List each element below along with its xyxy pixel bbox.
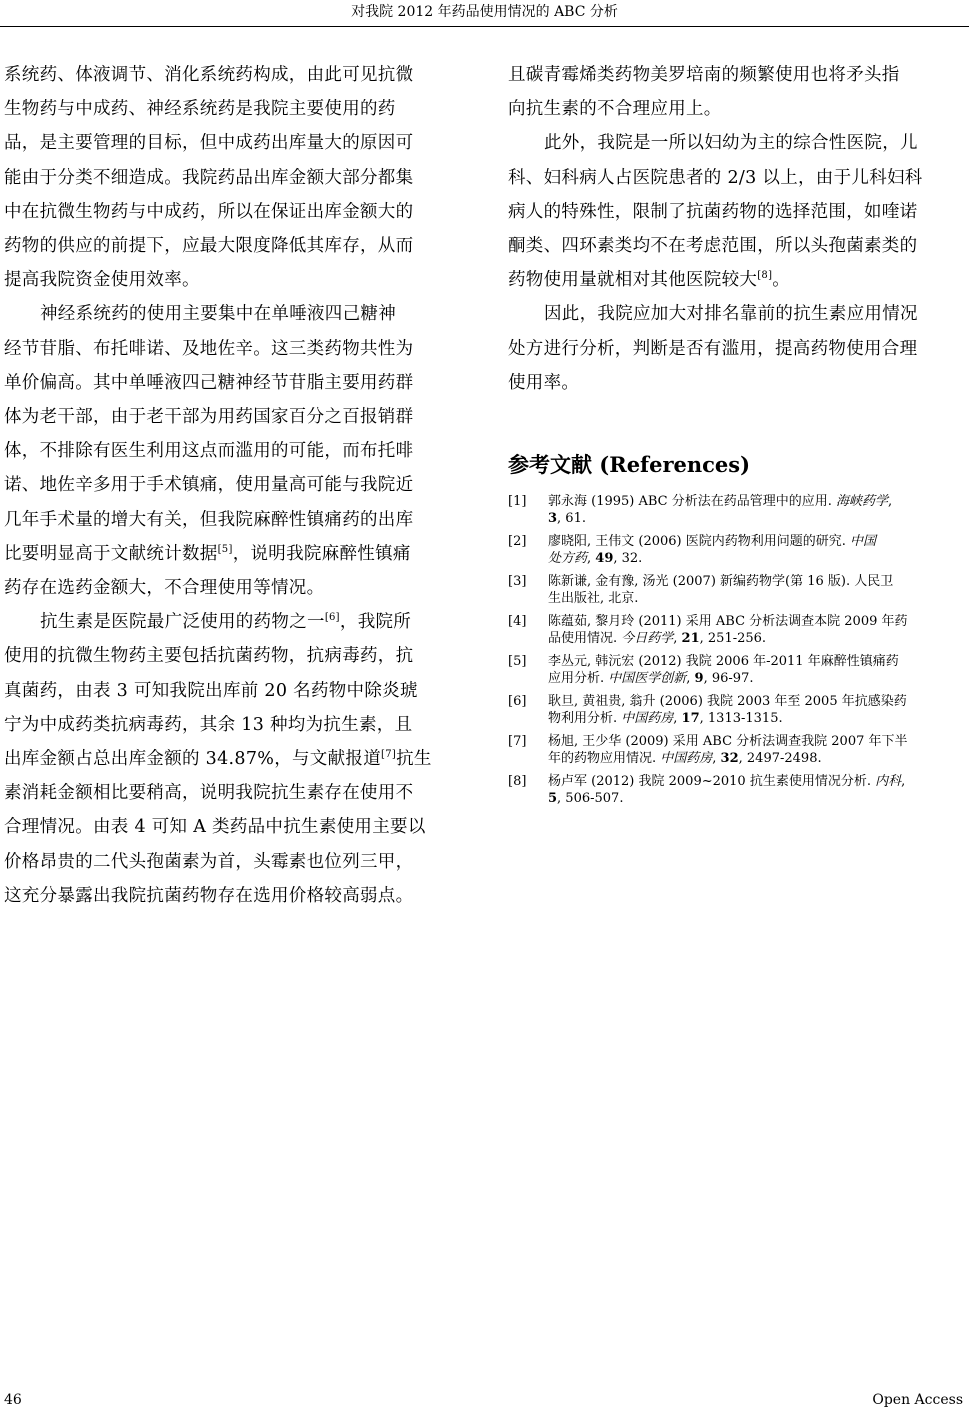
- text-line: [4, 366, 461, 400]
- reference-number: [5]: [508, 654, 527, 670]
- text-run: 使用率。: [508, 372, 580, 393]
- text-run: 且碳青霉烯类药物美罗培南的频繁使用也将矛头指: [508, 65, 900, 85]
- text-line: [4, 468, 461, 502]
- reference-line: [548, 511, 965, 528]
- text-run: 比要明显高于文献统计数据: [4, 543, 218, 564]
- reference-number: [6]: [508, 694, 527, 710]
- text-run: 药物使用量就相对其他医院较大: [508, 270, 758, 291]
- text-line: [4, 92, 461, 126]
- volume-number: 49: [595, 550, 614, 566]
- text-line: [4, 674, 461, 708]
- text-line: [508, 297, 965, 331]
- text-run: 能由于分类不细造成。我院药品出库金额大部分都集: [4, 167, 414, 188]
- text-line: [508, 332, 965, 366]
- paragraph: [4, 605, 461, 913]
- left-column: [4, 58, 461, 913]
- reference-run: ,: [712, 750, 721, 766]
- reference-line: [548, 774, 965, 791]
- running-header: [0, 0, 969, 27]
- reference-run: ,: [686, 670, 695, 686]
- citation-mark: [8]: [757, 270, 773, 282]
- reference-line: [548, 654, 965, 671]
- text-line: [508, 229, 965, 263]
- text-line: [4, 263, 461, 297]
- text-run: 病人的特殊性，限制了抗菌药物的选择范围，如喹诺: [508, 201, 918, 222]
- text-run: 抗生素是医院最广泛使用的药物之一: [40, 612, 325, 633]
- reference-number: [7]: [508, 734, 527, 750]
- text-run: 真菌药，由表 3 可知我院出库前 20 名药物中除炎琥: [4, 680, 418, 701]
- reference-line: [548, 751, 965, 768]
- text-line: [4, 776, 461, 810]
- text-run: 品，是主要管理的目标，但中成药出库量大的原因可: [4, 133, 414, 154]
- reference-run: 廖晓阳, 王伟文 (2006) 医院内药物利用问题的研究.: [548, 534, 851, 550]
- reference-run: 杨卢军 (2012) 我院 2009~2010 抗生素使用情况分析.: [548, 774, 876, 790]
- text-line: [4, 639, 461, 673]
- text-run: 抗生: [396, 749, 432, 770]
- text-line: [4, 879, 461, 913]
- reference-number: [4]: [508, 614, 527, 630]
- reference-run: 年的药物应用情况.: [548, 750, 661, 766]
- text-run: 向抗生素的不合理应用上。: [508, 99, 722, 120]
- reference-line: [548, 734, 965, 751]
- journal-title: 中国: [850, 534, 877, 550]
- text-run: 。: [772, 270, 791, 291]
- paragraph: [4, 297, 461, 605]
- reference-text: [548, 654, 965, 687]
- text-run: 几年手术量的增大有关，但我院麻醉性镇痛药的出库: [4, 509, 414, 530]
- reference-run: ,: [901, 774, 906, 790]
- text-run: 出库金额占总出库金额的 34.87%，与文献报道: [4, 749, 381, 770]
- reference-run: 品使用情况.: [548, 630, 622, 646]
- text-line: [508, 366, 965, 400]
- text-run: 此外，我院是一所以妇幼为主的综合性医院，儿: [544, 133, 918, 154]
- volume-number: 3: [548, 510, 558, 526]
- text-run: 提高我院资金使用效率。: [4, 270, 200, 291]
- reference-item: [508, 654, 965, 687]
- journal-title: 内科: [875, 774, 902, 790]
- page-number: 46: [4, 1392, 22, 1408]
- text-line: [508, 58, 965, 92]
- text-run: ，我院所: [339, 612, 412, 633]
- text-line: [4, 126, 461, 160]
- reference-line: [548, 694, 965, 711]
- text-line: [4, 332, 461, 366]
- journal-title: 中国药房: [621, 710, 674, 726]
- reference-run: 应用分析.: [548, 670, 609, 686]
- citation-mark: [6]: [324, 612, 340, 624]
- reference-line: [548, 614, 965, 631]
- text-run: 体为老干部，由于老干部为用药国家百分之百报销群: [4, 407, 414, 428]
- reference-text: [548, 494, 965, 527]
- open-access-label: Open Access: [872, 1392, 963, 1408]
- paragraph: [508, 126, 965, 297]
- reference-text: [548, 534, 965, 567]
- journal-title: 中国医学创新: [608, 670, 687, 686]
- text-run: 因此，我院应加大对排名靠前的抗生素应用情况: [544, 304, 918, 325]
- reference-run: 陈蕴茹, 黎月玲 (2011) 采用 ABC 分析法调查本院 2009 年药: [548, 614, 908, 630]
- reference-run: 耿旦, 黄祖贵, 翁升 (2006) 我院 2003 年至 2005 年抗感染药: [548, 694, 907, 710]
- reference-run: , 251-256.: [699, 630, 767, 646]
- reference-text: [548, 734, 965, 767]
- reference-text: [548, 694, 965, 727]
- reference-item: [508, 534, 965, 567]
- text-run: 使用的抗微生物药主要包括抗菌药物，抗病毒药，抗: [4, 646, 414, 667]
- reference-run: 物利用分析.: [548, 710, 622, 726]
- text-line: [4, 742, 461, 776]
- journal-title: 中国药房: [660, 750, 713, 766]
- text-run: 这充分暴露出我院抗菌药物存在选用价格较高弱点。: [4, 885, 414, 906]
- text-run: 酮类、四环素类均不在考虑范围，所以头孢菌素类的: [508, 236, 918, 257]
- text-line: [508, 161, 965, 195]
- paragraph: [508, 58, 965, 126]
- text-line: [4, 810, 461, 844]
- reference-run: 郭永海 (1995) ABC 分析法在药品管理中的应用.: [548, 494, 837, 510]
- text-run: 经节苷脂、布托啡诺、及地佐辛。这三类药物共性为: [4, 338, 414, 359]
- volume-number: 9: [694, 670, 704, 686]
- text-run: 科、妇科病人占医院患者的 2/3 以上，由于儿科妇科: [508, 167, 923, 188]
- reference-run: 陈新谦, 金有豫, 汤光 (2007) 新编药物学(第 16 版). 人民卫: [548, 574, 894, 590]
- text-line: [508, 195, 965, 229]
- reference-run: 生出版社, 北京.: [548, 590, 639, 606]
- text-run: 体，不排除有医生利用这点而滥用的可能，而布托啡: [4, 441, 414, 462]
- text-line: [4, 297, 461, 331]
- text-run: 药物的供应的前提下，应最大限度降低其库存，从而: [4, 236, 414, 257]
- reference-item: [508, 494, 965, 527]
- journal-title: 处方药: [548, 550, 588, 566]
- reference-list: [508, 494, 965, 807]
- text-line: [508, 263, 965, 297]
- text-run: 药存在选药金额大，不合理使用等情况。: [4, 578, 325, 599]
- journal-title: 海峡药学: [836, 494, 889, 510]
- text-line: [4, 571, 461, 605]
- citation-mark: [5]: [217, 543, 233, 555]
- paragraph: [508, 297, 965, 400]
- reference-run: , 2497-2498.: [738, 750, 822, 766]
- text-line: [508, 92, 965, 126]
- text-line: [4, 605, 461, 639]
- reference-text: [548, 614, 965, 647]
- reference-run: ,: [587, 550, 596, 566]
- text-run: 素消耗金额相比要稍高，说明我院抗生素存在使用不: [4, 783, 414, 804]
- reference-item: [508, 574, 965, 607]
- text-line: [4, 229, 461, 263]
- running-header-title: 对我院 2012 年药品使用情况的 ABC 分析: [351, 4, 618, 20]
- left-paragraphs: [4, 58, 461, 913]
- reference-line: [548, 791, 965, 808]
- text-run: 宁为中成药类抗病毒药，其余 13 种均为抗生素，且: [4, 714, 413, 735]
- reference-number: [3]: [508, 574, 527, 590]
- text-run: 处方进行分析，判断是否有滥用，提高药物使用合理: [508, 338, 918, 359]
- text-run: 单价偏高。其中单唾液四己糖神经节苷脂主要用药群: [4, 372, 414, 393]
- reference-item: [508, 734, 965, 767]
- text-run: 诺、地佐辛多用于手术镇痛，使用量高可能与我院近: [4, 475, 414, 496]
- paragraph: [4, 58, 461, 297]
- text-line: [4, 400, 461, 434]
- text-run: 神经系统药的使用主要集中在单唾液四己糖神: [40, 304, 396, 325]
- reference-run: 杨旭, 王少华 (2009) 采用 ABC 分析法调查我院 2007 年下半: [548, 734, 908, 750]
- text-run: 生物药与中成药、神经系统药是我院主要使用的药: [4, 99, 396, 120]
- text-run: 价格昂贵的二代头孢菌素为首，头霉素也位列三甲，: [4, 851, 414, 872]
- volume-number: 21: [681, 630, 700, 646]
- text-line: [4, 503, 461, 537]
- volume-number: 5: [548, 790, 558, 806]
- reference-text: [548, 574, 965, 607]
- reference-line: [548, 591, 965, 608]
- right-paragraphs: [508, 58, 965, 400]
- reference-number: [2]: [508, 534, 527, 550]
- reference-run: , 96-97.: [703, 670, 754, 686]
- right-column: [508, 58, 965, 814]
- reference-line: [548, 671, 965, 688]
- reference-number: [1]: [508, 494, 527, 510]
- reference-run: ,: [673, 630, 682, 646]
- reference-run: ,: [673, 710, 682, 726]
- references-heading: 参考文献 (References): [508, 452, 751, 478]
- reference-item: [508, 614, 965, 647]
- reference-run: , 506-507.: [557, 790, 624, 806]
- text-line: [4, 58, 461, 92]
- reference-run: ,: [888, 494, 893, 510]
- text-line: [508, 126, 965, 160]
- text-line: [4, 708, 461, 742]
- reference-line: [548, 711, 965, 728]
- reference-line: [548, 631, 965, 648]
- text-line: [4, 434, 461, 468]
- text-line: [4, 195, 461, 229]
- reference-line: [548, 494, 965, 511]
- reference-run: , 32.: [613, 550, 643, 566]
- reference-text: [548, 774, 965, 807]
- reference-item: [508, 774, 965, 807]
- text-line: [4, 845, 461, 879]
- volume-number: 32: [720, 750, 739, 766]
- journal-title: 今日药学: [621, 630, 674, 646]
- reference-line: [548, 534, 965, 551]
- text-run: ，说明我院麻醉性镇痛: [232, 543, 411, 564]
- text-line: [4, 537, 461, 571]
- reference-line: [548, 551, 965, 568]
- reference-run: , 61.: [557, 510, 586, 526]
- reference-run: 李丛元, 韩沅宏 (2012) 我院 2006 年-2011 年麻醉性镇痛药: [548, 654, 899, 670]
- text-run: 中在抗微生物药与中成药，所以在保证出库金额大的: [4, 201, 414, 222]
- reference-run: , 1313-1315.: [699, 710, 783, 726]
- reference-line: [548, 574, 965, 591]
- text-run: 系统药、体液调节、消化系统药构成，由此可见抗微: [4, 65, 414, 85]
- reference-item: [508, 694, 965, 727]
- text-run: 合理情况。由表 4 可知 A 类药品中抗生素使用主要以: [4, 817, 426, 838]
- citation-mark: [7]: [381, 749, 397, 761]
- reference-number: [8]: [508, 774, 527, 790]
- text-line: [4, 161, 461, 195]
- volume-number: 17: [681, 710, 700, 726]
